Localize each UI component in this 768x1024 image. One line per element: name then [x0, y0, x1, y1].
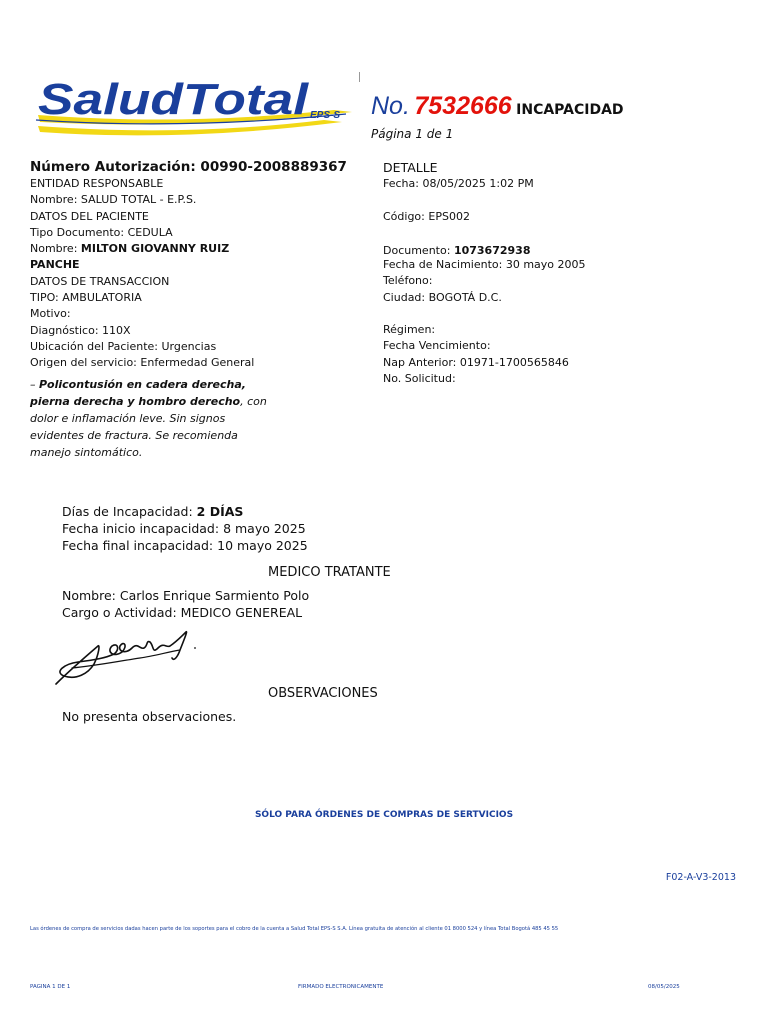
- label: Diagnóstico:: [30, 323, 99, 337]
- phone-row: Teléfono:: [383, 274, 433, 287]
- reason-row: Motivo:: [30, 307, 71, 321]
- number-prefix: No.: [371, 92, 410, 120]
- type-row: [30, 290, 270, 306]
- nap-row: [383, 355, 569, 371]
- doctor-signature: [54, 628, 209, 690]
- start-row: [62, 520, 306, 537]
- diagnosis-description: [30, 376, 270, 461]
- header-divider: [359, 72, 360, 82]
- origin-row: [30, 355, 270, 371]
- doctor-role: MEDICO GENEREAL: [180, 605, 303, 620]
- city-row: [383, 290, 502, 306]
- patient-name: MILTON GIOVANNY RUIZ PANCHE: [30, 242, 230, 272]
- label: Nombre:: [30, 193, 78, 207]
- label: Nap Anterior:: [383, 356, 457, 369]
- label: Tipo Documento:: [30, 225, 125, 239]
- doctor-name: Carlos Enrique Sarmiento Polo: [119, 588, 310, 603]
- document-type: INCAPACIDAD: [516, 102, 624, 118]
- svg-text:SaludTotal: SaludTotal: [38, 75, 309, 124]
- footer-page: PAGINA 1 DE 1: [30, 984, 71, 990]
- label: Ubicación del Paciente:: [30, 339, 158, 353]
- label: TIPO:: [30, 291, 59, 305]
- date-row: [383, 176, 534, 192]
- patient-heading: DATOS DEL PACIENTE: [30, 209, 149, 223]
- regime-row: Régimen:: [383, 323, 436, 336]
- authorization-label: Número Autorización:: [30, 159, 196, 175]
- authorization-number: [30, 159, 347, 175]
- description-bold: Policontusión en cadera derecha, pierna derecha y hombro derecho: [30, 378, 246, 408]
- expiry-row: Fecha Vencimiento:: [383, 339, 491, 352]
- end-row: [62, 537, 308, 554]
- entity-name: SALUD TOTAL - E.P.S.: [80, 193, 197, 207]
- code-row: [383, 209, 470, 225]
- left-column: [30, 176, 270, 372]
- label: Fecha de Nacimiento:: [383, 258, 503, 271]
- entity-name-row: [30, 192, 270, 208]
- footer-date: 08/05/2025: [648, 984, 680, 990]
- disability-days: 2 DÍAS: [196, 504, 244, 519]
- label: Cargo o Actividad:: [62, 605, 177, 620]
- doctor-role-row: [62, 604, 302, 621]
- document-number-value: 1073672938: [453, 244, 531, 257]
- label: Origen del servicio:: [30, 356, 137, 370]
- doctor-heading: MEDICO TRATANTE: [268, 565, 391, 580]
- doc-type-row: [30, 225, 270, 241]
- label: Nombre:: [30, 242, 78, 256]
- label: Días de Incapacidad:: [62, 504, 193, 519]
- birth-date: 30 mayo 2005: [505, 258, 586, 271]
- description-rest: , con dolor e inflamación leve. Sin signos evidentes de fractura. Se recomienda manejo sintomático.: [30, 395, 267, 459]
- service-origin: Enfermedad General: [140, 356, 255, 370]
- nap-previous: 01971-1700565846: [459, 356, 569, 369]
- document-number-line: [371, 92, 624, 121]
- diagnosis-code: 110X: [102, 323, 131, 337]
- diagnosis-row: [30, 323, 270, 339]
- issue-date: 08/05/2025 1:02 PM: [422, 177, 534, 190]
- label: Documento:: [383, 244, 451, 257]
- page-indicator: Página 1 de 1: [371, 127, 454, 141]
- form-code: F02-A-V3-2013: [665, 872, 736, 883]
- location-row: [30, 339, 270, 355]
- doctor-name-row: [62, 587, 309, 604]
- city: BOGOTÁ D.C.: [428, 291, 502, 304]
- eps-code: EPS002: [428, 210, 470, 223]
- label: Código:: [383, 210, 425, 223]
- birth-row: [383, 257, 586, 273]
- purchase-orders-note: SÓLO PARA ÓRDENES DE COMPRAS DE SERTVICIOS: [254, 810, 514, 820]
- patient-location: Urgencias: [161, 339, 217, 353]
- start-date: 8 mayo 2025: [223, 521, 306, 536]
- observations-heading: OBSERVACIONES: [268, 686, 378, 701]
- legal-notice: Las órdenes de compra de servicios dadas hacen parte de los soportes para el cobro de la cuenta a Salud Total EPS-S S.A. Línea gratuita de atención al cliente 01 8000 524 y línea Total Bogotá 485 45 55: [30, 926, 559, 932]
- label: Fecha:: [383, 177, 419, 190]
- transaction-heading: DATOS DE TRANSACCION: [30, 274, 170, 288]
- salud-total-logo: [34, 70, 354, 150]
- label: Fecha final incapacidad:: [62, 538, 214, 553]
- authorization-value: 00990-2008889367: [200, 159, 347, 175]
- document-number: 7532666: [414, 92, 512, 120]
- request-row: No. Solicitud:: [383, 372, 456, 385]
- patient-name-row: [30, 241, 270, 274]
- transaction-type: AMBULATORIA: [62, 291, 142, 305]
- label: Ciudad:: [383, 291, 426, 304]
- svg-text:EPS-S: EPS-S: [310, 110, 341, 121]
- footer-signed: FIRMADO ELECTRONICAMENTE: [298, 984, 384, 990]
- entity-heading: ENTIDAD RESPONSABLE: [30, 177, 164, 190]
- end-date: 10 mayo 2025: [217, 538, 308, 553]
- observations-text: No presenta observaciones.: [62, 709, 237, 724]
- days-row: [62, 503, 243, 520]
- description-dash: –: [30, 378, 39, 391]
- doc-type: CEDULA: [127, 225, 173, 239]
- detail-heading: DETALLE: [383, 160, 438, 175]
- label: Fecha inicio incapacidad:: [62, 521, 220, 536]
- label: Nombre:: [62, 588, 116, 603]
